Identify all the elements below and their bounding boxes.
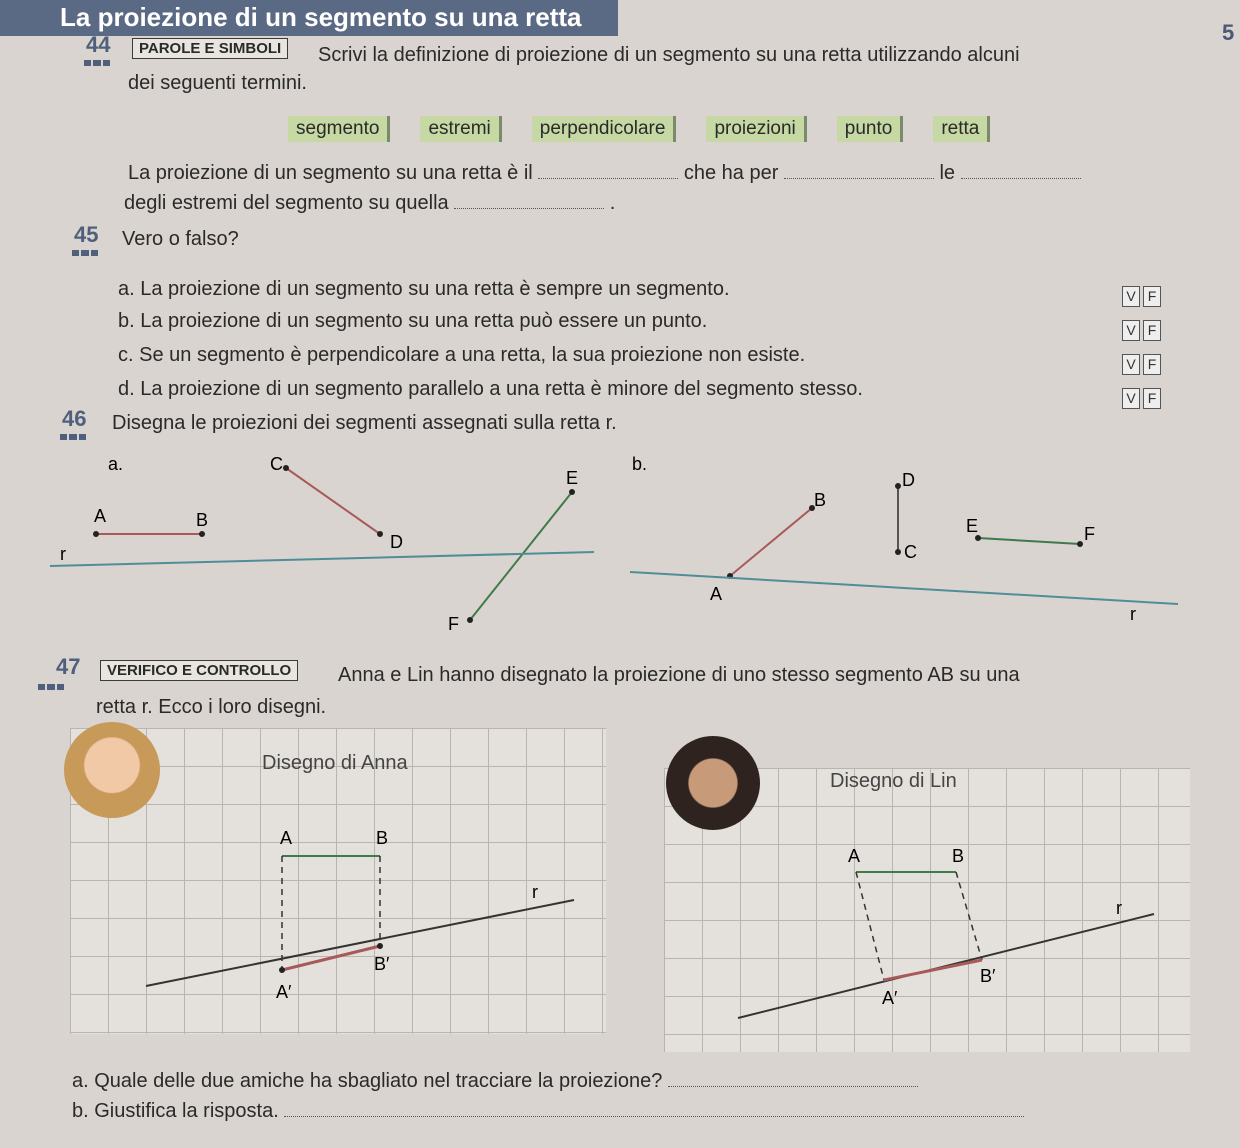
segment-ef: [470, 492, 572, 620]
page-number: 5: [1222, 20, 1235, 45]
fill-blank[interactable]: [538, 178, 678, 179]
projection-line-b: [956, 872, 982, 960]
difficulty-icon: [84, 60, 110, 66]
label-r: r: [1116, 898, 1122, 918]
true-checkbox[interactable]: V: [1122, 354, 1140, 375]
word-box: segmento: [288, 116, 390, 142]
label-a: A: [710, 584, 723, 604]
projection-line-a: [856, 872, 884, 980]
lin-figure: [664, 768, 1190, 1052]
word-box: perpendicolare: [532, 116, 677, 142]
ex44-sentence-line2: [124, 192, 615, 215]
ex45-title: Vero o falso?: [122, 228, 239, 250]
fill-blank[interactable]: [784, 178, 934, 179]
page-title: La proiezione di un segmento su una retta: [60, 2, 582, 32]
line-r: [146, 900, 574, 986]
word-box: proiezioni: [706, 116, 806, 142]
label-d: D: [902, 470, 915, 490]
tf-item: [118, 344, 805, 367]
exercise-number-47: 47: [56, 654, 81, 679]
part-b-label: b.: [632, 454, 648, 474]
ex46-instruction: Disegna le proiezioni dei segmenti assegnati sulla retta r.: [112, 412, 617, 434]
exercise-number-44: 44: [86, 32, 111, 57]
label-r: r: [60, 544, 66, 564]
segment-ef: [978, 538, 1080, 544]
tf-letter: b.: [118, 310, 135, 332]
part-a-label: a.: [108, 454, 124, 474]
ex44-sentence-line1: [128, 162, 1081, 185]
tf-item: [118, 378, 863, 401]
label-b: B: [952, 846, 965, 866]
tf-boxes: [1122, 388, 1161, 409]
label-b1: B′: [980, 966, 996, 986]
false-checkbox[interactable]: F: [1143, 320, 1161, 341]
answer-blank[interactable]: [668, 1086, 918, 1087]
question-a: [72, 1070, 918, 1093]
question-b: [72, 1100, 1024, 1123]
tf-text: La proiezione di un segmento su una retta è sempre un segmento.: [140, 278, 730, 300]
tf-item: [118, 278, 730, 301]
sentence-end: .: [609, 192, 616, 214]
exercise-tag-47: VERIFICO E CONTROLLO: [100, 660, 298, 681]
exercise-tag-44: PAROLE E SIMBOLI: [132, 38, 288, 59]
point-f: [1077, 541, 1083, 547]
tf-letter: c.: [118, 344, 134, 366]
label-e: E: [566, 468, 579, 488]
ex46-figures: [0, 440, 1240, 650]
point-e: [569, 489, 575, 495]
exercise-number-45: 45: [74, 222, 99, 247]
label-b: B: [376, 828, 389, 848]
word-box: retta: [933, 116, 990, 142]
sentence-part: che ha per: [683, 162, 779, 184]
label-f: F: [448, 614, 459, 634]
sentence-part: La proiezione di un segmento su una retta è il: [128, 162, 533, 184]
point-a: [93, 531, 99, 537]
label-b1: B′: [374, 954, 390, 974]
segment-cd: [286, 468, 380, 534]
ex47-instruction-2: retta r. Ecco i loro disegni.: [96, 696, 327, 718]
sentence-part: le: [939, 162, 956, 184]
question-a-text: a. Quale delle due amiche ha sbagliato nel tracciare la proiezione?: [72, 1070, 663, 1092]
point-d: [377, 531, 383, 537]
point-c: [895, 549, 901, 555]
true-checkbox[interactable]: V: [1122, 388, 1140, 409]
label-r: r: [1130, 604, 1136, 624]
word-box: estremi: [420, 116, 501, 142]
label-c: C: [270, 454, 283, 474]
word-bank: [288, 116, 990, 142]
lin-title: Disegno di Lin: [830, 770, 957, 792]
difficulty-icon: [38, 684, 64, 690]
label-a: A: [280, 828, 293, 848]
point-b: [199, 531, 205, 537]
tf-text: La proiezione di un segmento parallelo a una retta è minore del segmento stesso.: [140, 378, 863, 400]
label-a1: A′: [276, 982, 292, 1002]
false-checkbox[interactable]: F: [1143, 286, 1161, 307]
label-c: C: [904, 542, 917, 562]
tf-item: [118, 310, 707, 333]
label-f: F: [1084, 524, 1095, 544]
tf-letter: a.: [118, 278, 135, 300]
label-d: D: [390, 532, 403, 552]
segment-ab: [730, 508, 812, 576]
tf-text: La proiezione di un segmento su una retta può essere un punto.: [140, 310, 708, 332]
segment-a1b1: [884, 960, 982, 980]
question-b-text: b. Giustifica la risposta.: [72, 1100, 279, 1122]
point-f: [467, 617, 473, 623]
label-b: B: [196, 510, 209, 530]
label-a1: A′: [882, 988, 898, 1008]
tf-boxes: [1122, 354, 1161, 375]
tf-text: Se un segmento è perpendicolare a una retta, la sua proiezione non esiste.: [139, 344, 806, 366]
tf-boxes: [1122, 320, 1161, 341]
tf-letter: d.: [118, 378, 135, 400]
true-checkbox[interactable]: V: [1122, 320, 1140, 341]
ex44-instruction-1: Scrivi la definizione di proiezione di un segmento su una retta utilizzando alcuni: [318, 44, 1020, 66]
false-checkbox[interactable]: F: [1143, 354, 1161, 375]
false-checkbox[interactable]: F: [1143, 388, 1161, 409]
difficulty-icon: [72, 250, 98, 256]
label-r: r: [532, 882, 538, 902]
fill-blank[interactable]: [454, 208, 604, 209]
point-c: [283, 465, 289, 471]
fill-blank[interactable]: [961, 178, 1081, 179]
point-d: [895, 483, 901, 489]
tf-boxes: [1122, 286, 1161, 307]
anna-title: Disegno di Anna: [262, 752, 408, 774]
answer-blank[interactable]: [284, 1116, 1024, 1117]
true-checkbox[interactable]: V: [1122, 286, 1140, 307]
label-b: B: [814, 490, 827, 510]
label-e: E: [966, 516, 979, 536]
ex44-instruction-2: dei seguenti termini.: [128, 72, 307, 94]
label-a: A: [94, 506, 107, 526]
exercise-number-46: 46: [62, 406, 87, 431]
label-a: A: [848, 846, 861, 866]
ex47-instruction-1: Anna e Lin hanno disegnato la proiezione di uno stesso segmento AB su una: [338, 664, 1020, 686]
point-b1: [377, 943, 383, 949]
line-r: [50, 552, 594, 566]
point-a1: [279, 967, 285, 973]
sentence-part: degli estremi del segmento su quella: [124, 192, 449, 214]
word-box: punto: [837, 116, 904, 142]
anna-figure: [70, 728, 606, 1034]
